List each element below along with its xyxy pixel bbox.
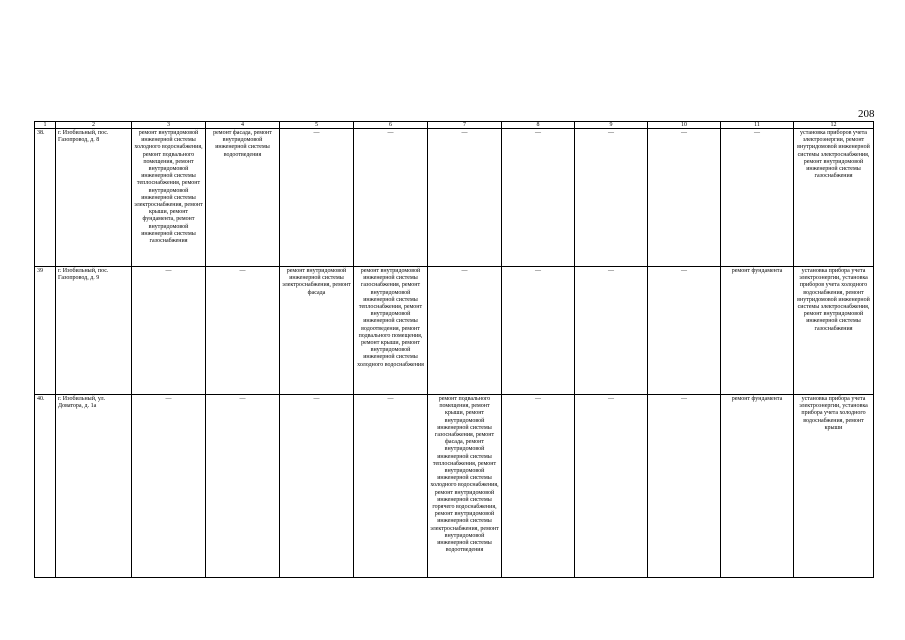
table-cell: установка прибора учета электроэнергии, установка прибора учета холодного водоснабжения, ремонт крыши bbox=[794, 395, 874, 578]
table-cell: установка прибора учета электроэнергии, установка приборов учета холодного водоснабжения, ремонт внутридомовой инженерной системы электроснабжения, ремонт внутридомовой инженерной системы газоснабжения bbox=[794, 267, 874, 395]
table-cell: ремонт фасада, ремонт внутридомовой инженерной системы водоотведения bbox=[206, 129, 280, 267]
table-cell: — bbox=[354, 395, 428, 578]
table-cell: ремонт внутридомовой инженерной системы холодного водоснабжения, ремонт подвального помещения, ремонт внутридомовой инженерной системы теплоснабжения, ремонт внутридомовой инженерной системы электроснабжения, ремонт крыши, ремонт фундамента, ремонт внутридомовой инженерной системы газоснабжения bbox=[132, 129, 206, 267]
column-header: 2 bbox=[56, 122, 132, 129]
column-header: 10 bbox=[648, 122, 721, 129]
address-cell: г. Изобильный, пос. Газопровод, д. 8 bbox=[56, 129, 132, 267]
column-header: 1 bbox=[35, 122, 56, 129]
address-cell: г. Изобильный, ул. Доватора, д. 1а bbox=[56, 395, 132, 578]
table-cell: — bbox=[575, 395, 648, 578]
column-number-row bbox=[35, 122, 874, 129]
table-cell: — bbox=[648, 395, 721, 578]
column-header: 12 bbox=[794, 122, 874, 129]
table-cell: — bbox=[206, 395, 280, 578]
table-cell: — bbox=[648, 129, 721, 267]
table-cell: — bbox=[575, 129, 648, 267]
table-cell: — bbox=[575, 267, 648, 395]
table-cell: — bbox=[648, 267, 721, 395]
row-number: 40. bbox=[35, 395, 56, 578]
table-cell: — bbox=[428, 267, 502, 395]
address-cell: г. Изобильный, пос. Газопровод, д. 9 bbox=[56, 267, 132, 395]
table-cell: — bbox=[428, 129, 502, 267]
table-cell: — bbox=[354, 129, 428, 267]
table-row bbox=[35, 267, 874, 395]
column-header: 3 bbox=[132, 122, 206, 129]
table-cell: — bbox=[502, 395, 575, 578]
table-cell: ремонт внутридомовой инженерной системы газоснабжения, ремонт внутридомовой инженерной системы теплоснабжения, ремонт внутридомовой инженерной системы водоотведения, ремонт подвального помещения, ремонт крыши, ремонт внутридомовой инженерной системы холодного водоснабжения bbox=[354, 267, 428, 395]
table-cell: — bbox=[721, 129, 794, 267]
table-cell: ремонт фундамента bbox=[721, 267, 794, 395]
table-cell: ремонт фундамента bbox=[721, 395, 794, 578]
table-cell: — bbox=[280, 129, 354, 267]
table-cell: — bbox=[206, 267, 280, 395]
table-row bbox=[35, 129, 874, 267]
column-header: 5 bbox=[280, 122, 354, 129]
column-header: 9 bbox=[575, 122, 648, 129]
column-header: 4 bbox=[206, 122, 280, 129]
table-cell: — bbox=[132, 395, 206, 578]
column-header: 11 bbox=[721, 122, 794, 129]
column-header: 6 bbox=[354, 122, 428, 129]
table-cell: установка приборов учета электроэнергии, ремонт внутридомовой инженерной системы электроснабжения, ремонт внутридомовой инженерной системы газоснабжения bbox=[794, 129, 874, 267]
table-cell: ремонт подвального помещения, ремонт крыши, ремонт внутридомовой инженерной системы газоснабжения, ремонт фасада, ремонт внутридомовой инженерной системы теплоснабжения, ремонт внутридомовой инженерной системы холодного водоснабжения, ремонт внутридомовой инженерной системы горячего водоснабжения, ремонт внутридомовой инженерной системы электроснабжения, ремонт внутридомовой инженерной системы водоотведения bbox=[428, 395, 502, 578]
row-number: 38. bbox=[35, 129, 56, 267]
table-cell: — bbox=[502, 129, 575, 267]
column-header: 8 bbox=[502, 122, 575, 129]
table-row bbox=[35, 395, 874, 578]
table-cell: — bbox=[502, 267, 575, 395]
page-number: 208 bbox=[858, 108, 875, 120]
table-cell: — bbox=[280, 395, 354, 578]
table-cell: — bbox=[132, 267, 206, 395]
column-header: 7 bbox=[428, 122, 502, 129]
table-cell: ремонт внутридомовой инженерной системы электроснабжения, ремонт фасада bbox=[280, 267, 354, 395]
row-number: 39 bbox=[35, 267, 56, 395]
repair-schedule-table bbox=[34, 121, 874, 578]
